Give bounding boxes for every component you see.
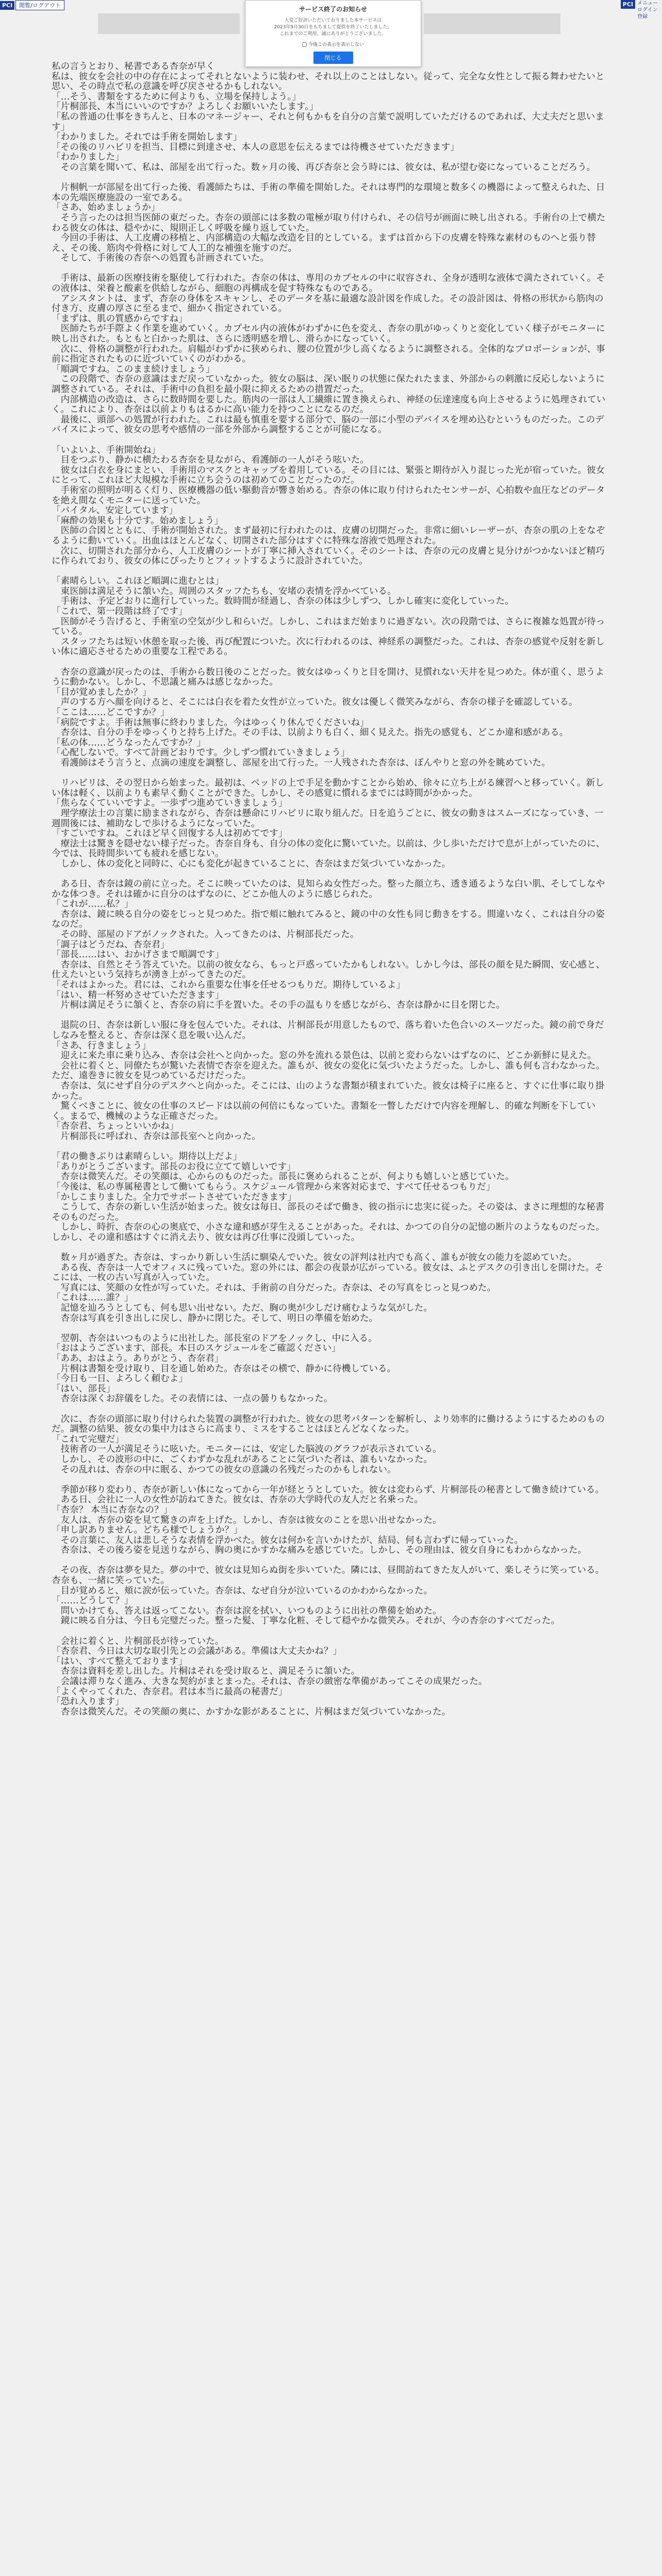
article-paragraph: 「素晴らしい。これほど順調に進むとは」 <box>52 576 224 587</box>
article-paragraph: 理学療法士の言葉に励まされながら、杏奈は懸命にリハビリに取り組んだ。日を追うごとに、彼女の動きはスムーズになっていき、一週間後には、補助なしで歩けるようになっていた。 <box>52 808 604 829</box>
article-paragraph: 記憶を辿ろうとしても、何も思い出せない。ただ、胸の奥が少しだけ痛むような気がした。 <box>60 1303 433 1314</box>
article-paragraph: 「調子はどうだね、杏奈君」 <box>52 939 170 950</box>
article-paragraph: 杏奈は、自然とそう答えていた。以前の彼女なら、もっと戸惑っていたかもしれない。しかし今は、部長の顔を見た瞬間、安心感と、仕えたいという気持ちが湧き上がってきたのだ。 <box>52 959 605 980</box>
paragraph-gap <box>52 435 610 446</box>
article-paragraph: 次に、切開された部分から、人工皮膚のシートが丁寧に挿入されていく。そのシートは、杏奈の元の皮膚と見分けがつかないほど精巧に作られており、彼女の体にぴったりとフィットするように設計されていた。 <box>52 546 605 567</box>
article-paragraph: 迎えに来た車に乗り込み、杏奈は会社へと向かった。窓の外を流れる景色は、以前と変わらないはずなのに、どこか新鮮に見えた。 <box>60 1050 597 1061</box>
paragraph-gap <box>52 870 610 880</box>
article-paragraph: 「申し訳ありません。どちら様でしょうか？」 <box>52 1525 243 1536</box>
article-paragraph: 「杏奈君、今日は大切な取引先との会議がある。準備は大丈夫かね？」 <box>52 1646 342 1657</box>
article-paragraph: 「恐れ入ります」 <box>52 1697 124 1707</box>
article-paragraph: 杏奈は、鏡に映る自分の姿をじっと見つめた。指で頬に触れてみると、鏡の中の女性も同じ動きをする。間違いなく、これは自分の姿なのだ。 <box>52 909 605 930</box>
article-paragraph: 片桐は満足そうに頷くと、杏奈の肩に手を置いた。その手の温もりを感じながら、杏奈は静かに目を閉じた。 <box>60 1000 505 1011</box>
article-paragraph: 「すごいですね。これほど早く回復する人は初めてです」 <box>52 828 288 839</box>
article-paragraph: 「わかりました」 <box>52 152 124 163</box>
article-paragraph: 「バイタル、安定しています」 <box>52 505 178 516</box>
article-paragraph: 内部構造の改造は、さらに数時間を要した。筋肉の一部は人工繊維に置き換えられ、神経の伝達速度も向上させるように処理されていく。これにより、杏奈は以前よりもはるかに高い能力を持つことになるのだ。 <box>52 394 606 415</box>
article-paragraph: その時、部屋のドアがノックされた。入ってきたのは、片桐部長だった。 <box>60 929 359 940</box>
article-paragraph: 鏡に映る自分は、今日も完璧だった。整った髪、丁寧な化粧、そして穏やかな微笑み。それが、今の杏奈のすべてだった。 <box>60 1616 560 1626</box>
article-paragraph: 友人は、杏奈の姿を見て驚きの声を上げた。しかし、杏奈は彼女のことを思い出せなかった。 <box>60 1515 442 1526</box>
article-paragraph: 問いかけても、答えは返ってこない。杏奈は涙を拭い、いつものように出社の準備を始めた。 <box>60 1605 442 1616</box>
site-logo[interactable]: PCI <box>0 1 14 10</box>
article-paragraph: 「麻酔の効果も十分です。始めましょう」 <box>52 515 223 526</box>
paragraph-gap <box>52 1556 610 1566</box>
modal-body <box>255 18 411 38</box>
modal-body-line: 2023年9月30日をもちまして提供を終了いたしました。 <box>274 25 392 30</box>
paragraph-gap <box>52 1475 610 1485</box>
article-paragraph: 杏奈は資料を差し出した。片桐はそれを受け取ると、満足そうに頷いた。 <box>60 1666 360 1677</box>
article-paragraph: 季節が移り変わり、杏奈が新しい体になってから一年が経とうとしていた。彼女は変わらず、片桐部長の秘書として働き続けている。 <box>60 1484 604 1495</box>
site-logo-right[interactable]: PCI <box>621 0 635 9</box>
article-paragraph: 「ああ、おはよう。ありがとう、杏奈君」 <box>52 1353 224 1364</box>
article-paragraph: しかし、時折、杏奈の心の奥底で、小さな違和感が芽生えることがあった。それは、かつての自分の記憶の断片のようなものだった。しかし、その違和感はすぐに消え去り、彼女は再び仕事に没頭していった。 <box>52 1222 605 1243</box>
top-left-header <box>0 0 64 10</box>
article-paragraph: 杏奈は、その後ろ姿を見送りながら、胸の奥にかすかな痛みを感じていた。しかし、その理由は、彼女自身にもわからなかった。 <box>60 1545 587 1556</box>
article-paragraph: 翌朝、杏奈はいつものように出社した。部長室のドアをノックし、中に入る。 <box>60 1333 377 1344</box>
article-paragraph: 「いよいよ、手術開始ね」 <box>52 445 161 455</box>
article-paragraph: 医師がそう告げると、手術室の空気が少し和らいだ。しかし、これはまだ始まりに過ぎない。次の段階では、さらに複雑な処置が待っている。 <box>52 616 605 637</box>
article-paragraph: 彼女は白衣を身にまとい、手術用のマスクとキャップを着用している。その目には、緊張と期待が入り混じった光が宿っていた。彼女にとって、これほど大規模な手術に立ち会うのは初めてのことだったのだ。 <box>52 465 605 486</box>
service-end-modal <box>245 0 421 67</box>
article-paragraph: 「病院ですよ。手術は無事に終わりました。今はゆっくり休んでくださいね」 <box>52 717 369 728</box>
top-right-header <box>621 0 658 20</box>
article-paragraph: 手術は、予定どおりに進行していった。数時間が経過し、杏奈の体は少しずつ、しかし確実に変化していった。 <box>60 596 514 607</box>
article-paragraph: 「おはようございます、部長。本日のスケジュールをご確認ください」 <box>52 1343 341 1354</box>
article-paragraph: しかし、体の変化と同時に、心にも変化が起きていることに、杏奈はまだ気づいていなかった。 <box>60 858 451 869</box>
article-paragraph: 杏奈は、自分の手をゆっくりと持ち上げた。その手は、以前よりも白く、細く見えた。指先の感覚も、どこか違和感がある。 <box>60 727 569 738</box>
article-paragraph: 私の言うとおり、秘書である杏奈が早く <box>52 62 215 72</box>
article-paragraph: 最後に、頭部への処置が行われた。これは最も慎重を要する部分で、脳の一部に小型のデバイスを埋め込むというものだった。このデバイスによって、彼女の思考や感情の一部を外部から調整することが可能になる。 <box>52 414 604 435</box>
article-paragraph: 「まずは、肌の質感からですね」 <box>52 313 188 324</box>
article-paragraph: 「これが……私？」 <box>52 899 134 910</box>
article-paragraph: 「順調ですね。このまま続けましょう」 <box>52 364 215 375</box>
article-paragraph: 片桐は書類を受け取り、目を通し始めた。杏奈はその横で、静かに待機している。 <box>60 1363 396 1374</box>
article-paragraph: 杏奈は写真を引き出しに戻し、静かに閉じた。そして、明日の準備を始めた。 <box>60 1313 378 1324</box>
paragraph-gap <box>52 769 610 779</box>
modal-body-line: これまでのご利用、誠にありがとうございました。 <box>279 31 387 37</box>
article-paragraph: 驚くべきことに、彼女の仕事のスピードは以前の何倍にもなっていた。書類を一瞥しただけで内容を理解し、的確な判断を下していく。まるで、機械のような正確さだった。 <box>52 1101 595 1122</box>
article-paragraph: 「心配しないで。すべて計画どおりです。少しずつ慣れていきましょう」 <box>52 748 350 758</box>
article-paragraph: 「片桐部長、本当にいいのですか？よろしくお願いいたします。」 <box>52 101 319 112</box>
article-paragraph: 医師たちが手際よく作業を進めていく。カプセル内の液体がわずかに色を変え、杏奈の肌がゆっくりと変化していく様子がモニターに映し出された。もともと白かった肌は、さらに透明感を増し、滑らかになっていく。 <box>52 324 605 345</box>
article-paragraph: こうして、杏奈の新しい生活が始まった。彼女は毎日、部長のそばで働き、彼の指示に忠実に従った。その姿は、まさに理想的な秘書そのものだった。 <box>52 1202 605 1223</box>
article-paragraph: 「それはよかった。君には、これから重要な仕事を任せるつもりだ。期待しているよ」 <box>52 980 405 991</box>
modal-title: サービス終了のお知らせ <box>299 6 367 13</box>
article-paragraph: 「…そう、書類をするために何よりも、立場を保持しよう。」 <box>52 91 301 102</box>
article-paragraph: 手術室の照明が明るく灯り、医療機器の低い駆動音が響き始める。杏奈の体に取り付けられたセンサーが、心拍数や血圧などのデータを絶え間なくモニターに送っていた。 <box>52 485 605 506</box>
article-paragraph: 片桐部長に呼ばれ、杏奈は部長室へと向かった。 <box>60 1131 261 1142</box>
article-paragraph: 医師の合図とともに、手術が開始された。まず最初に行われたのは、皮膚の切開だった。非常に細いレーザーが、杏奈の肌の上をなぞるように動いていく。出血はほとんどなく、切開された部分はすぐに特殊な溶液で処理された。 <box>52 526 605 546</box>
article-paragraph: 今回の手術は、人工皮膚の移植と、内部構造の大幅な改造を目的としている。まずは首から下の皮膚を特殊な素材のものへと張り替え、その後、筋肉や骨格に対して人工的な補強を施すのだ。 <box>52 233 596 253</box>
article-paragraph: 手術は、最新の医療技術を駆使して行われた。杏奈の体は、専用のカプセルの中に収容され、全身が透明な液体で満たされていく。その液体は、栄養と酸素を供給しながら、細胞の再構成を促す特殊なものである。 <box>52 273 605 294</box>
paragraph-gap <box>52 1243 610 1253</box>
article-paragraph: 「これで、第一段階は終了です」 <box>52 606 188 617</box>
login-link[interactable]: ログイン <box>637 7 658 13</box>
article-paragraph: 「部長……はい、おかげさまで順調です」 <box>52 950 224 960</box>
header-tab-link[interactable]: 閲覧/ログアウト <box>15 0 64 10</box>
header-menu <box>637 0 658 20</box>
article-paragraph: 「これで完璧だ」 <box>52 1434 124 1445</box>
article-paragraph: その夜、杏奈は夢を見た。夢の中で、彼女は見知らぬ街を歩いていた。隣には、昼間訪ねてきた友人がいて、楽しそうに笑っている。杏奈も、一緒に笑っていた。 <box>52 1565 605 1586</box>
paragraph-gap <box>52 264 610 274</box>
article-paragraph: 「これは……誰？」 <box>52 1293 134 1303</box>
article-paragraph: 「杏奈君、ちょっといいかね」 <box>52 1121 179 1132</box>
header-banner-left <box>98 13 240 34</box>
article-paragraph: 「君の働きぶりは素晴らしい。期待以上だよ」 <box>52 1151 242 1162</box>
paragraph-gap <box>52 1626 610 1637</box>
article-paragraph: 次に、杏奈の頭部に取り付けられた装置の調整が行われた。彼女の思考パターンを解析し、より効率的に働けるようにするためのものだ。調整の結果、彼女の集中力はさらに高まり、ミスをすることはほとんどなくなった。 <box>52 1414 605 1435</box>
article-paragraph: 「焦らなくていいですよ。一歩ずつ進めていきましょう」 <box>52 798 288 809</box>
article-paragraph: そう言ったのは担当医師の東だった。杏奈の頭部には多数の電極が取り付けられ、その信号が画面に映し出される。手術台の上で横たわる彼女の体は、穏やかに、規則正しく呼吸を繰り返していた。 <box>52 212 606 233</box>
article-paragraph: 「今日も一日、よろしく頼むよ」 <box>52 1374 188 1384</box>
article-paragraph: 「私の普通の仕事をきちんと、日本のマネージャー、それと何もかもを自分の言葉で説明していただけるのであれば、大丈夫だと思います」 <box>52 111 604 132</box>
article-paragraph: その言葉を聞いて、私は、部屋を出て行った。数ヶ月の後、再び杏奈と会う時には、彼女は、私が望む姿になっていることだろう。 <box>60 162 596 173</box>
article-paragraph: 技術者の一人が満足そうに呟いた。モニターには、安定した脳波のグラフが表示されている。 <box>60 1444 442 1455</box>
article-paragraph: 「今後は、私の専属秘書として働いてもらう。スケジュール管理から来客対応まで、すべて任せるつもりだ」 <box>52 1181 495 1192</box>
article-paragraph: 数ヶ月が過ぎた。杏奈は、すっかり新しい生活に馴染んでいた。彼女の評判は社内でも高く、誰もが彼女の能力を認めていた。 <box>60 1252 577 1263</box>
article-paragraph: 「その後のリハビリを担当、目標に到達させ、本人の意思を伝えるまでは待機させていただきます」 <box>52 142 459 152</box>
article-paragraph: 杏奈の意識が戻ったのは、手術から数日後のことだった。彼女はゆっくりと目を開け、見慣れない天井を見つめた。体が重く、思うように動かない。しかし、不思議と痛みは感じなかった。 <box>52 667 604 688</box>
article-paragraph: 「ありがとうございます。部長のお役に立てて嬉しいです」 <box>52 1161 296 1172</box>
article-paragraph: 次に、骨格の調整が行われた。肩幅がわずかに狭められ、腰の位置が少し高くなるように調整される。全体的なプロポーションが、事前に指定されたものに近づいていくのがわかる。 <box>52 344 605 365</box>
article-paragraph: 「はい、部長」 <box>52 1383 115 1394</box>
article-paragraph: 片桐帆一が部屋を出て行った後、看護師たちは、手術の準備を開始した。それは専門的な環境と数多くの機器によって整えられた、日本の先端医療施設の一室である。 <box>52 182 605 203</box>
article-paragraph: 療法士は驚きを隠せない様子だった。杏奈自身も、自分の体の変化に驚いていた。以前は、少し歩いただけで息が上がっていたのに、今では、長時間歩いても疲れを感じない。 <box>52 838 605 859</box>
article-paragraph: 「私の体……どうなったんですか？」 <box>52 737 206 748</box>
article-paragraph: 退院の日、杏奈は新しい服に身を包んでいた。それは、片桐部長が用意したもので、落ち着いた色合いのスーツだった。鏡の前で身だしなみを整えると、杏奈は深く息を吸い込んだ。 <box>52 1020 604 1041</box>
article-paragraph: 杏奈は、気にせず自分のデスクへと向かった。そこには、山のような書類が積まれていた。彼女は椅子に座ると、すぐに仕事に取り掛かった。 <box>52 1080 605 1101</box>
paragraph-gap <box>52 1011 610 1021</box>
dont-show-label: 今後この表示を表示しない <box>308 42 364 47</box>
article-paragraph: 「わかりました。それでは手術を開始します」 <box>52 132 242 143</box>
article-paragraph: その言葉に、友人は悲しそうな表情を浮かべた。彼女は何かを言いかけたが、結局、何も言わずに帰っていった。 <box>60 1535 523 1546</box>
article-paragraph: スタッフたちは短い休憩を取った後、再び配置についた。次に行われるのは、神経系の調整だった。これは、杏奈の感覚や反射を新しい体に適応させるための重要な工程である。 <box>52 636 605 657</box>
article-paragraph: 杏奈は微笑んだ。その笑顔は、心からのものだった。部長に褒められることが、何よりも嬉しいと感じていた。 <box>60 1172 515 1182</box>
modal-checkbox-row <box>245 41 421 47</box>
article-paragraph: 杏奈は深くお辞儀をした。その表情には、一点の曇りもなかった。 <box>60 1394 333 1404</box>
article-paragraph: その乱れは、杏奈の中に眠る、かつての彼女の意識の名残だったのかもしれない。 <box>60 1464 396 1475</box>
article-paragraph: 「さあ、行きましょう」 <box>52 1040 151 1051</box>
article-paragraph: 「目が覚めましたか？」 <box>52 687 152 698</box>
menu-link[interactable]: メニュー <box>637 1 658 6</box>
article-paragraph: ある夜、杏奈は一人でオフィスに残っていた。窓の外には、都会の夜景が広がっている。彼女は、ふとデスクの引き出しを開けた。そこには、一枚の古い写真が入っていた。 <box>52 1262 604 1283</box>
article-paragraph: しかし、その波形の中に、ごくわずかな乱れがあることに気づいた者は、誰もいなかった。 <box>60 1454 433 1465</box>
paragraph-gap <box>52 1142 610 1153</box>
article-paragraph: 声のする方へ顔を向けると、そこには白衣を着た女性が立っていた。彼女は優しく微笑みながら、杏奈の様子を確認している。 <box>60 697 578 708</box>
modal-body-line: 大変ご好評いただいておりました本サービスは <box>284 18 382 23</box>
article-paragraph: 杏奈は微笑んだ。その笑顔の奥に、かすかな影があることに、片桐はまだ気づいていなかった。 <box>60 1706 451 1717</box>
article-paragraph: リハビリは、その翌日から始まった。最初は、ベッドの上で手足を動かすことから始め、徐々に立ち上がる練習へと移っていく。新しい体は軽く、以前よりも素早く動くことができた。しかし、その感覚に慣れるまでには時間がかかった。 <box>52 778 604 799</box>
close-button[interactable]: 閉じる <box>313 52 353 64</box>
dont-show-checkbox[interactable] <box>302 42 307 47</box>
paragraph-gap <box>52 567 610 577</box>
article-paragraph: ある日、会社に一人の女性が訪ねてきた。彼女は、杏奈の大学時代の友人だと名乗った。 <box>60 1495 423 1505</box>
article-paragraph: 会議は滞りなく進み、大きな契約がまとまった。それは、杏奈の緻密な準備があってこその成果だった。 <box>60 1676 488 1687</box>
paragraph-gap <box>52 657 610 668</box>
header-banner-right <box>424 13 560 34</box>
paragraph-gap <box>52 173 610 183</box>
article-paragraph: アシスタントは、まず、杏奈の身体をスキャンし、そのデータを基に最適な設計図を作成した。その設計図は、骨格の形状から筋肉の付き方、皮膚の厚さに至るまで、細かく指定されている。 <box>52 293 604 314</box>
article-paragraph: 目をつぶり、静かに横たわる杏奈を見ながら、看護師の一人がそう呟いた。 <box>60 455 369 466</box>
article-paragraph: 看護師はそう言うと、点滴の速度を調整し、部屋を出て行った。一人残された杏奈は、ぼんやりと窓の外を眺めていた。 <box>60 757 551 768</box>
article-paragraph: ある日、杏奈は鏡の前に立った。そこに映っていたのは、見知らぬ女性だった。整った顔立ち、透き通るような白い肌、そしてしなやかな体つき。それは確かに自分のはずなのに、どこか他人のように感じられた。 <box>52 879 605 900</box>
paragraph-gap <box>52 1324 610 1334</box>
article-paragraph: 「……どうして？」 <box>52 1596 134 1606</box>
article-paragraph: 会社に着くと、片桐部長が待っていた。 <box>60 1636 224 1647</box>
article-paragraph: 「杏奈？ 本当に杏奈なの？」 <box>52 1504 173 1515</box>
article-paragraph: そして、手術後の杏奈への処置も計画されていた。 <box>60 253 269 264</box>
article-paragraph: 会社に着くと、同僚たちが驚いた表情で杏奈を迎えた。誰もが、彼女の変化に気づいたようだった。しかし、誰も何も言わなかった。ただ、遠巻きに彼女を見つめているだけだった。 <box>52 1060 605 1081</box>
article-paragraph: この段階で、杏奈の意識はまだ戻っていなかった。彼女の脳は、深い眠りの状態に保たれたまま、外部からの刺激に反応しないように調整されている。それは、手術中の負担を最小限に抑えるための措置だった。 <box>52 374 605 395</box>
article-body <box>52 62 610 2576</box>
article-paragraph: 写真には、笑顔の女性が写っていた。それは、手術前の自分だった。杏奈は、その写真をじっと見つめた。 <box>60 1282 496 1293</box>
article-paragraph: 目が覚めると、頬に涙が伝っていた。杏奈は、なぜ自分が泣いているのかわからなかった。 <box>60 1585 433 1596</box>
article-paragraph: 「かしこまりました。全力でサポートさせていただきます」 <box>52 1192 297 1202</box>
article-paragraph: 東医師は満足そうに頷いた。周囲のスタッフたちも、安堵の表情を浮かべている。 <box>60 586 396 597</box>
article-paragraph: 「はい、すべて整えております」 <box>52 1656 188 1667</box>
article-paragraph: 「ここは……どこですか？」 <box>52 707 170 718</box>
paragraph-gap <box>52 1404 610 1415</box>
article-paragraph: 「よくやってくれた、杏奈君。君は本当に最高の秘書だ」 <box>52 1686 288 1697</box>
register-link[interactable]: 登録 <box>637 14 648 20</box>
article-paragraph: 「はい、精一杯努めさせていただきます」 <box>52 990 224 1001</box>
article-paragraph: 私は、彼女を会社の中の存在によってそれとないように装わせ、それ以上のことはしない。従って、完全な女性として振る舞わせたいと思い、その時点で私の意識を呼び戻させるかもしれない。 <box>52 71 605 92</box>
article-paragraph: 「さあ、始めましょうか」 <box>52 202 160 213</box>
